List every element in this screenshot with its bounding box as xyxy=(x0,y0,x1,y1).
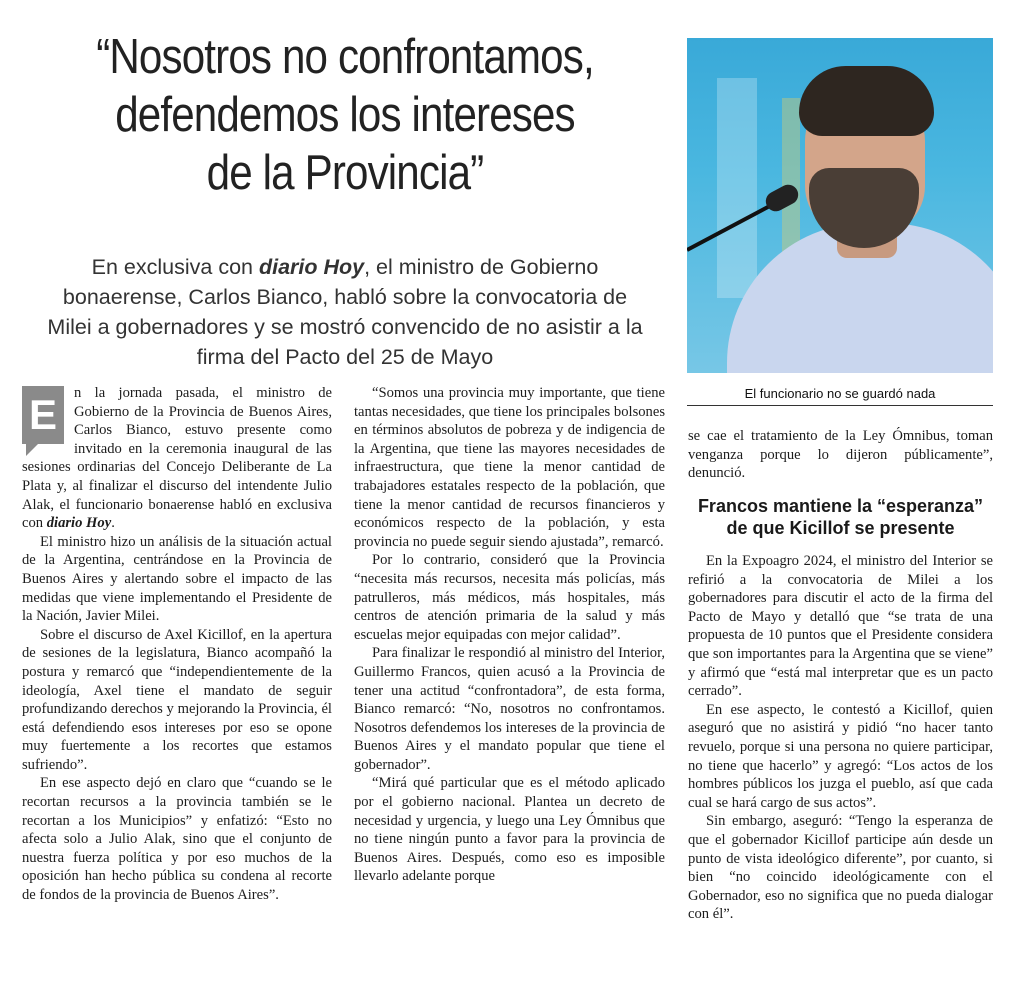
portrait-photo xyxy=(687,38,993,373)
paragraph-brand: diario Hoy xyxy=(46,515,112,532)
headline-line-1: “Nosotros no confrontamos, xyxy=(96,30,594,84)
paragraph-end: . xyxy=(111,515,115,532)
hair-shape xyxy=(799,66,934,136)
deck-subtitle xyxy=(40,252,650,372)
paragraph-text: n la jornada pasada, el ministro de Gobierno de la Provincia de Buenos Aires, Carlos Bianco, estuvo presente como invitado en la ceremonia inaugural de las sesiones ordinarias del Concejo Deliberante de La Plata y, al finalizar el discurso del intendente Julio Alak, el funcionario bonaerense habló en exclusiva con xyxy=(22,385,332,532)
article-paragraph: “Somos una provincia muy importante, que tiene tantas necesidades, que tiene los principales bolsones en términos absolutos de pobreza y de indigencia de la Argentina, que tiene las mayores necesidades de infraestructura, que tiene la menor cantidad de trabajadores estatales respecto de la población, que tiene la menor cantidad de recursos financieros y económicos respecto de la población, y esta provincia no puede seguir siendo ajustada”, remarcó. xyxy=(354,385,665,550)
article-paragraph: se cae el tratamiento de la Ley Ómnibus, toman venganza porque lo dijeron públicamente”, denunció. xyxy=(688,428,993,482)
headline xyxy=(66,28,625,202)
sidebar-paragraph: Sin embargo, aseguró: “Tengo la esperanza de que el gobernador Kicillof participe aún desde un punto de vista ideológico diferente”, por cuanto, si bien “no coincido ideológicamente con el Gobernador, eso no significa que no pueda dialogar con él”. xyxy=(688,813,993,923)
article-paragraph: Sobre el discurso de Axel Kicillof, en la apertura de sesiones de la legislatura, Bianco acompañó la postura y remarcó que “independientemente de la ideología, Axel tiene el mandato de seguir profundizando derechos y mejorando la Provincia, él está defendiendo esos intereses por eso se opone muy fuertemente a los recortes que estamos sufriendo”. xyxy=(22,626,332,773)
sidebar-column xyxy=(688,552,993,924)
headline-line-2: defendemos los intereses xyxy=(115,88,575,142)
sidebar-subhead: Francos mantiene la “esperanza” de que Kicillof se presente xyxy=(697,496,984,538)
article-paragraph: Por lo contrario, consideró que la Provincia “necesita más recursos, necesita más policías, más patrulleros, más médicos, más hospitales, más centros de atención primaria de la salud y más escuelas mejor equipadas con mejor calidad”. xyxy=(354,552,665,643)
headline-line-3: de la Provincia” xyxy=(206,146,484,200)
background-stripe xyxy=(717,78,757,298)
deck-lead: En exclusiva con xyxy=(91,255,259,279)
article-column-2 xyxy=(354,384,665,886)
sidebar-paragraph: En la Expoagro 2024, el ministro del Interior se refirió a la convocatoria de Milei a los gobernadores para discutir el acto de la firma del Pacto de Mayo y detalló que “se trata de una propuesta de 10 puntos que el Presidente considera que son importantes para la Argentina que se viene” y afirmó que “está mal interpretar que es un pacto cerrado”. xyxy=(688,553,993,700)
article-paragraph: “Mirá qué particular que es el método aplicado por el gobierno nacional. Plantea un decreto de necesidad y urgencia, y luego una Ley Ómnibus que no tiene ningún punto a favor para la provincia de Buenos Aires. Después, como eso es imposible llevarlo adelante porque xyxy=(354,775,665,885)
article-paragraph xyxy=(22,384,332,533)
article-paragraph: Para finalizar le respondió al ministro del Interior, Guillermo Francos, quien acusó a la Provincia de tener una actitud “confrontadora”, de esta forma, Bianco remarcó: “No, nosotros no confrontamos. Nosotros defendemos los intereses de la provincia de Buenos Aires y el mandato popular que tiene el gobernador”. xyxy=(354,645,665,773)
deck-rest: , el ministro de Gobierno bonaerense, Carlos Bianco, habló sobre la convocatoria de Milei a gobernadores y se mostró convencido de no asistir a la firma del Pacto del 25 de Mayo xyxy=(47,255,643,369)
photo-caption: El funcionario no se guardó nada xyxy=(687,386,993,406)
article-paragraph: El ministro hizo un análisis de la situación actual de la Argentina, centrándose en la Provincia de Buenos Aires y alertando sobre el impacto de las medidas que viene implementando el Presidente de la Nación, Javier Milei. xyxy=(22,533,332,625)
deck-brand: diario Hoy xyxy=(258,255,365,279)
article-paragraph: En ese aspecto dejó en claro que “cuando se le recortan recursos a la provincia también se le recortan a los Municipios” y enfatizó: “Esto no afecta solo a Julio Alak, sino que el conjunto de nuestra fuerza política y por eso muchos de la oposición han hecho pública su condena al recorte de fondos de la provincia de Buenos Aires”. xyxy=(22,775,332,904)
drop-cap: E xyxy=(22,386,64,444)
sidebar-paragraph: En ese aspecto, le contestó a Kicillof, quien aseguró que no asistirá y pidió “no hacer tanto revuelo, porque si una persona no quiere participar, no tiene que hacerlo” y agregó: “Los actos de los hombres públicos los juzga el pueblo, así que cada cual se hará cargo de sus actos”. xyxy=(688,701,993,811)
article-column-1 xyxy=(22,384,332,905)
article-column-3 xyxy=(688,427,993,483)
